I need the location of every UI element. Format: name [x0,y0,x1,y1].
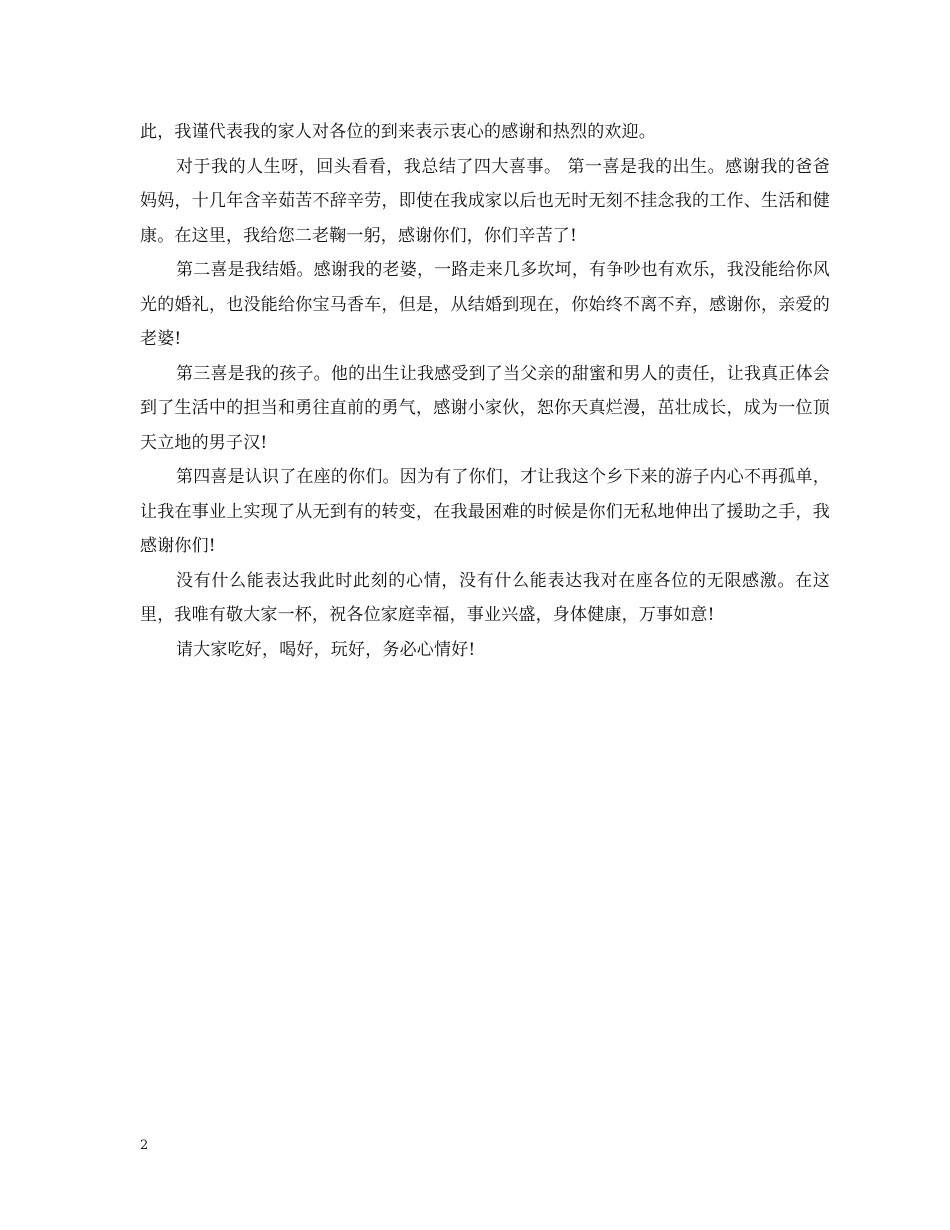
page-number: 2 [140,1138,149,1153]
paragraph-7: 请大家吃好，喝好，玩好，务必心情好! [176,639,476,660]
paragraph-6: 没有什么能表达我此时此刻的心情，没有什么能表达我对在座各位的无限感激。在这里，我唯有敬大家一杯，祝各位家庭幸福，事业兴盛，身体健康，万事如意! [140,570,830,625]
paragraph-1: 此，我谨代表我的家人对各位的到来表示衷心的感谢和热烈的欢迎。 [140,122,656,142]
paragraph-4: 第三喜是我的孩子。他的出生让我感受到了当父亲的甜蜜和男人的责任，让我真正体会到了生活中的担当和勇往直前的勇气，感谢小家伙，恕你天真烂漫，茁壮成长，成为一位顶天立地的男子汉! [140,363,830,453]
document-body [140,115,830,667]
paragraph-2: 对于我的人生呀，回头看看，我总结了四大喜事。 第一喜是我的出生。感谢我的爸爸妈妈，十几年含辛茹苦不辞辛劳，即使在我成家以后也无时无刻不挂念我的工作、生活和健康。在这里，我给您二老鞠一躬，感谢你们，你们辛苦了! [140,156,830,246]
paragraph-3: 第二喜是我结婚。感谢我的老婆，一路走来几多坎坷，有争吵也有欢乐，我没能给你风光的婚礼，也没能给你宝马香车，但是，从结婚到现在，你始终不离不弃，感谢你，亲爱的老婆! [140,260,830,349]
paragraph-5: 第四喜是认识了在座的你们。因为有了你们，才让我这个乡下来的游子内心不再孤单，让我在事业上实现了从无到有的转变，在我最困难的时候是你们无私地伸出了援助之手，我感谢你们! [140,467,830,556]
